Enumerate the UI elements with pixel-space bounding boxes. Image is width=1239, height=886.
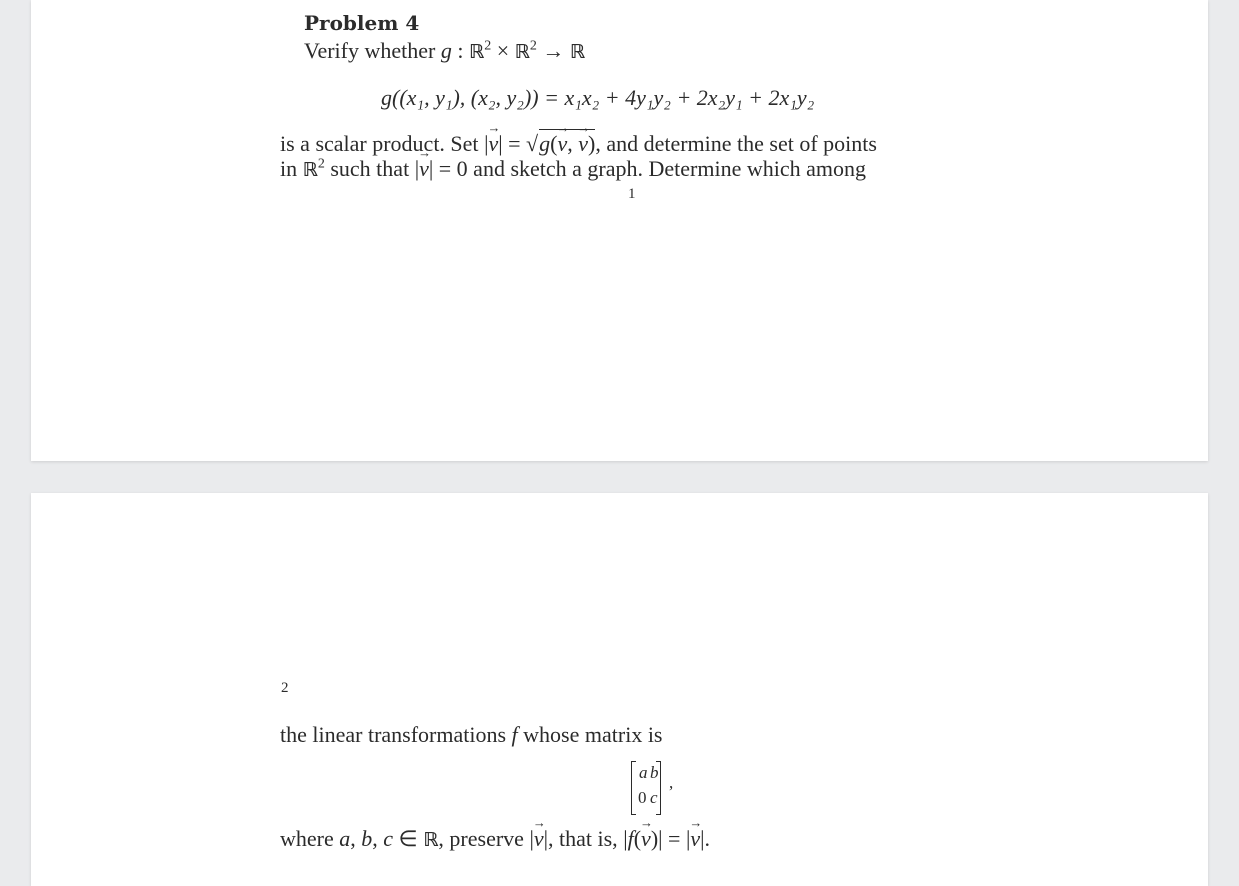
para2-text-a: in (280, 156, 303, 181)
para1-text-b: , and determine the set of points (595, 131, 877, 156)
page-number-1: 1 (628, 186, 636, 202)
document-page-2 (31, 493, 1208, 886)
matrix-left-bracket (631, 761, 636, 815)
equation-lhs: g((x₁, y₁), (x₂, y₂)) (381, 85, 539, 110)
problem-intro: Verify whether g : ℝ$^2$ × ℝ$^2$ → ℝ (304, 38, 586, 63)
page-number-2: 2 (281, 680, 289, 696)
transformations-line: the linear transformations f whose matrix is (280, 722, 663, 747)
matrix-comma: , (669, 773, 674, 792)
para2-text-c: = 0 and sketch a graph. Determine which among (433, 156, 866, 181)
equation-rhs: = x₁x₂ + 4y₁y₂ + 2x₂y₁ + 2x₁y₂ (544, 85, 815, 110)
para1-text-a: is a scalar product. Set (280, 131, 485, 156)
scalar-product-equation (381, 85, 814, 111)
preserve-line: where a, b, c ∈ ℝ, preserve |→ v|, that is, |f(→ v)| = |→ v|. (280, 826, 710, 852)
intro-text: Verify whether (304, 38, 441, 63)
line2-text-b: , preserve (438, 826, 530, 851)
line1-text-a: the linear transformations (280, 722, 512, 747)
line2-text-a: where (280, 826, 340, 851)
document-page-1 (31, 0, 1208, 461)
problem-heading: Problem 4 (304, 11, 420, 35)
para2-text-b: such that (324, 156, 415, 181)
transformation-matrix (631, 761, 661, 815)
matrix-cell-zero: 0 (638, 788, 647, 807)
line1-text-b: whose matrix is (517, 722, 663, 747)
line2-text-c: , that is, (548, 826, 624, 851)
matrix-cell-c: c (650, 788, 658, 807)
matrix-cell-b: b (650, 763, 659, 782)
paragraph-line-2: in ℝ$^2$ such that |→ v| = 0 and sketch a graph. Determine which among (280, 156, 866, 182)
matrix-cell-a: a (639, 763, 648, 782)
paragraph-line-1: is a scalar product. Set |→ v| = √g(→ v, → v), and determine the set of points (280, 129, 877, 157)
